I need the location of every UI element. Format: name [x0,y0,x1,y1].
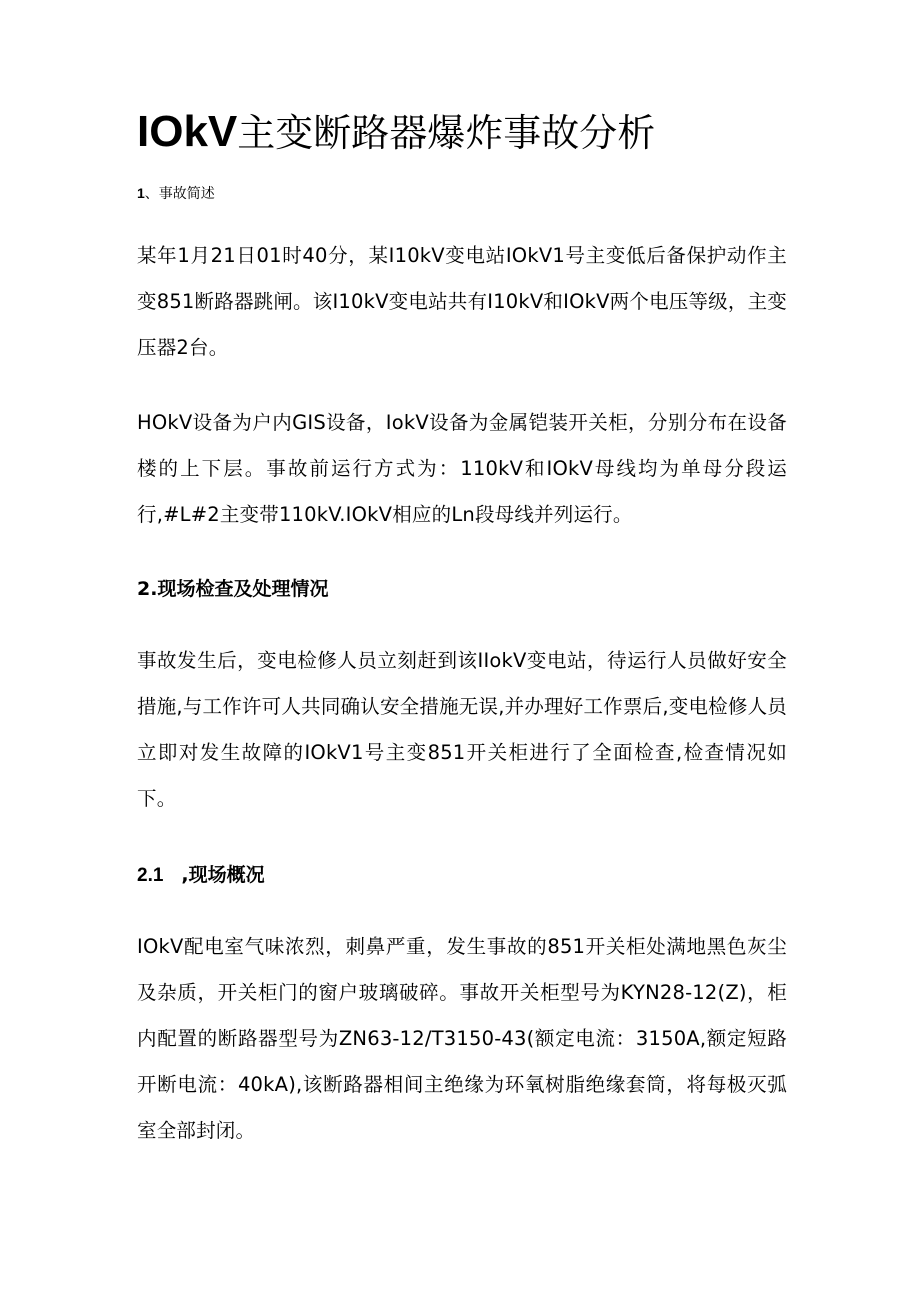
section-2-heading: 2.现场检查及处理情况 [137,578,329,600]
section-2-1-heading [137,860,265,891]
section-1-label: 、事故简述 [144,186,215,202]
section-1-number: 1 [137,185,145,201]
title-cjk-part: 主变断路器爆炸事故分析 [237,111,656,155]
paragraph-equipment-description: HOkV设备为户内GIS设备，IokV设备为金属铠装开关柜，分别分布在设备楼的上下层。事故前运行方式为：110kV和IOkV母线均为单母分段运行,#L#2主变带110kV.IOkV相应的Ln段母线并列运行。 [137,411,787,526]
paragraph-site-response: 事故发生后，变电检修人员立刻赶到该IIokV变电站，待运行人员做好安全措施,与工作许可人共同确认安全措施无误,并办理好工作票后,变电检修人员立即对发生故障的IOkV1号主变851开关柜进行了全面检查,检查情况如下。 [137,649,787,810]
section-1-heading [137,182,215,205]
title-latin-part: IOkV [137,107,238,156]
paragraph-site-overview: IOkV配电室气味浓烈，刺鼻严重，发生事故的851开关柜处满地黑色灰尘及杂质，开关柜门的窗户玻璃破碎。事故开关柜型号为KYN28-12(Z)，柜内配置的断路器型号为ZN63-12/T3150-43(额定电流：3150A,额定短路开断电流：40kA),该断路器相间主绝缘为环氧树脂绝缘套筒，将每极灭弧室全部封闭。 [137,935,787,1142]
section-2-1-label: ,现场概况 [181,864,265,886]
section-2-1-number: 2.1 [137,865,164,886]
document-title [137,104,655,161]
paragraph-incident-summary: 某年1月21日01时40分，某I10kV变电站IOkV1号主变低后备保护动作主变851断路器跳闸。该I10kV变电站共有I10kV和IOkV两个电压等级，主变压器2台。 [137,244,787,359]
